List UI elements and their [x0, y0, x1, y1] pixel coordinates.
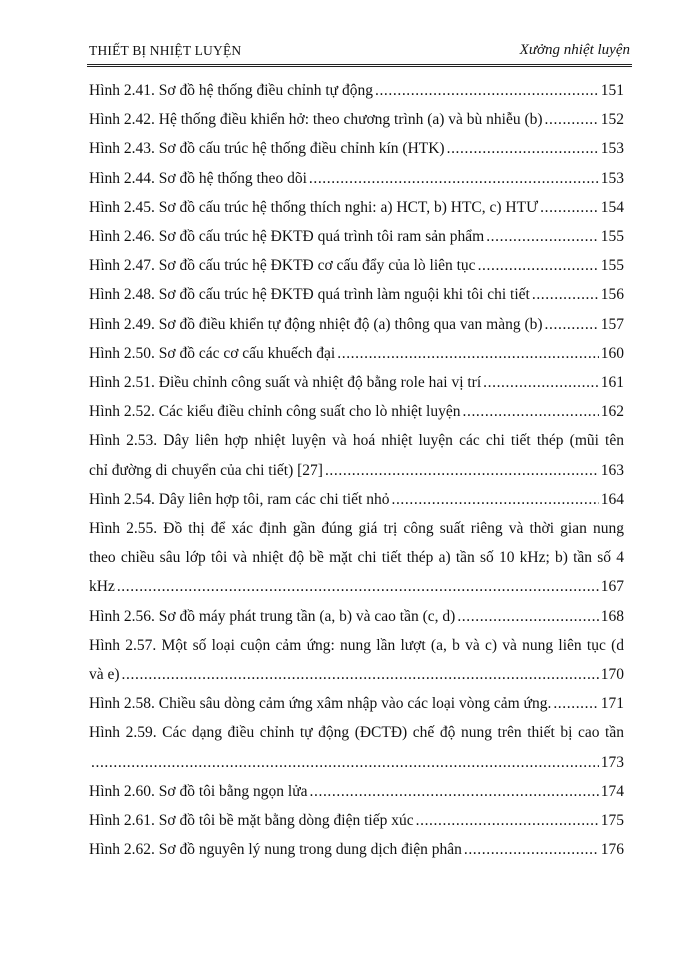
- toc-entry-text: Hình 2.43. Sơ đồ cấu trúc hệ thống điều chỉnh kín (HTK): [89, 140, 445, 158]
- dot-leader: [325, 456, 599, 485]
- toc-entry[interactable]: [89, 718, 624, 776]
- toc-entry[interactable]: [89, 164, 624, 193]
- toc-entry[interactable]: [89, 368, 624, 397]
- toc-entry[interactable]: [89, 485, 624, 514]
- dot-leader: [457, 602, 598, 631]
- toc-entry-line: [89, 397, 624, 426]
- toc-entry-text: Hình 2.46. Sơ đồ cấu trúc hệ ĐKTĐ quá trình tôi ram sản phẩm: [89, 228, 485, 246]
- page-number: 164: [600, 490, 624, 508]
- page-number: 176: [600, 841, 624, 859]
- dot-leader: [532, 280, 599, 309]
- dot-leader: [478, 251, 599, 280]
- toc-entry-text: Hình 2.42. Hệ thống điều khiển hở: theo chương trình (a) và bù nhiễu (b): [89, 111, 543, 129]
- page-number: 153: [600, 169, 624, 187]
- toc-entry-text: Hình 2.45. Sơ đồ cấu trúc hệ thống thích nghi: a) HCT, b) HTC, c) HTƯ: [89, 198, 539, 216]
- header-book-title: THIẾT BỊ NHIỆT LUYỆN: [89, 43, 242, 58]
- toc-entry[interactable]: [89, 777, 624, 806]
- toc-entry[interactable]: [89, 105, 624, 134]
- toc-entry-line: [89, 689, 624, 718]
- page-number: 174: [600, 782, 624, 800]
- toc-entry-line: [89, 280, 624, 309]
- dot-leader: [447, 134, 599, 163]
- page-number: 160: [600, 344, 624, 362]
- toc-entry[interactable]: [89, 134, 624, 163]
- toc-entry-line: [89, 339, 624, 368]
- toc-entry-text: Hình 2.41. Sơ đồ hệ thống điều chỉnh tự động: [89, 82, 373, 99]
- dot-leader: [337, 339, 599, 368]
- toc-entry-text: và e): [89, 666, 120, 684]
- toc-entry-text: Hình 2.61. Sơ đồ tôi bề mặt bằng dòng điện tiếp xúc: [89, 812, 414, 830]
- toc-entry[interactable]: [89, 514, 624, 602]
- toc-entry[interactable]: [89, 835, 624, 864]
- page-number: 151: [600, 82, 624, 99]
- toc-entry[interactable]: [89, 397, 624, 426]
- toc-entry-text: Hình 2.48. Sơ đồ cấu trúc hệ ĐKTĐ quá trình làm nguội khi tôi chi tiết: [89, 286, 530, 304]
- toc-entry-text: Hình 2.52. Các kiểu điều chỉnh công suất cho lò nhiệt luyện: [89, 403, 461, 421]
- toc-entry-line: [89, 164, 624, 193]
- dot-leader: [486, 222, 599, 251]
- toc-entry-text: Hình 2.47. Sơ đồ cấu trúc hệ ĐKTĐ cơ cấu đẩy của lò liên tục: [89, 257, 476, 275]
- toc-entry-line: [89, 835, 624, 864]
- toc-entry-line: [89, 456, 624, 485]
- toc-entry[interactable]: [89, 280, 624, 309]
- toc-entry[interactable]: [89, 806, 624, 835]
- page-number: 168: [600, 607, 624, 625]
- toc-entry-text: Hình 2.56. Sơ đồ máy phát trung tần (a, b) và cao tần (c, d): [89, 607, 456, 625]
- toc-entry-text: Hình 2.62. Sơ đồ nguyên lý nung trong dung dịch điện phân: [89, 841, 462, 859]
- toc-entry[interactable]: [89, 339, 624, 368]
- dot-leader: [309, 164, 599, 193]
- dot-leader: [122, 660, 599, 689]
- toc-entry-text: Hình 2.60. Sơ đồ tôi bằng ngọn lửa: [89, 782, 308, 800]
- running-header: [87, 40, 632, 67]
- toc-entry-line: [89, 602, 624, 631]
- toc-entry-line: [89, 806, 624, 835]
- page-number: 163: [600, 461, 624, 479]
- toc-entry[interactable]: [89, 310, 624, 339]
- toc-entry-line: [89, 310, 624, 339]
- dot-leader: [463, 397, 599, 426]
- page-number: 154: [600, 198, 624, 216]
- toc-entry-line: [89, 193, 624, 222]
- toc-entry-line: [89, 105, 624, 134]
- toc-entry[interactable]: [89, 222, 624, 251]
- toc-entry-text: Hình 2.58. Chiều sâu dòng cảm ứng xâm nhập vào các loại vòng cảm ứng.: [89, 695, 552, 713]
- dot-leader: [391, 485, 598, 514]
- page-number: 152: [600, 111, 624, 129]
- list-of-figures: [89, 76, 624, 864]
- page-number: 155: [600, 257, 624, 275]
- toc-entry-line: [89, 660, 624, 689]
- page-number: 167: [600, 578, 624, 596]
- toc-entry-line: [89, 76, 624, 105]
- toc-entry-text: kHz: [89, 578, 115, 596]
- toc-entry-text: Hình 2.44. Sơ đồ hệ thống theo dõi: [89, 169, 307, 187]
- toc-entry[interactable]: [89, 76, 624, 105]
- toc-entry[interactable]: [89, 251, 624, 280]
- toc-entry-text: Hình 2.54. Dây liên hợp tôi, ram các chi tiết nhỏ: [89, 490, 390, 508]
- toc-entry[interactable]: [89, 631, 624, 689]
- dot-leader: [375, 76, 599, 105]
- dot-leader: [310, 777, 599, 806]
- dot-leader: [117, 572, 599, 601]
- page-number: 170: [600, 666, 624, 684]
- page-number: 162: [600, 403, 624, 421]
- toc-entry-text: Hình 2.53. Dây liên hợp nhiệt luyện và hoá nhiệt luyện các chi tiết thép (mũi tên: [89, 432, 624, 450]
- toc-entry[interactable]: [89, 193, 624, 222]
- toc-entry-line: [89, 485, 624, 514]
- toc-entry-text: theo chiều sâu lớp tôi và nhiệt độ bề mặt chi tiết thép a) tần số 10 kHz; b) tần số 4: [89, 549, 624, 567]
- page-number: 173: [600, 753, 624, 771]
- toc-entry-text: Hình 2.55. Đồ thị để xác định gần đúng giá trị công suất riêng và thời gian nung: [89, 520, 624, 538]
- page-number: 155: [600, 228, 624, 246]
- toc-entry-text: chỉ đường di chuyển của chi tiết) [27]: [89, 461, 323, 479]
- toc-entry-text: Hình 2.59. Các dạng điều chỉnh tự động (ĐCTĐ) chế độ nung trên thiết bị cao tần: [89, 724, 624, 742]
- toc-entry[interactable]: [89, 602, 624, 631]
- page-number: 156: [600, 286, 624, 304]
- dot-leader: [545, 105, 599, 134]
- dot-leader: [540, 193, 599, 222]
- toc-entry-line: [89, 134, 624, 163]
- page-number: 161: [600, 374, 624, 392]
- dot-leader: [416, 806, 599, 835]
- page-number: 157: [600, 315, 624, 333]
- toc-entry-line: [89, 251, 624, 280]
- toc-entry-line: [89, 222, 624, 251]
- dot-leader: [553, 689, 598, 718]
- toc-entry-text: Hình 2.50. Sơ đồ các cơ cấu khuếch đại: [89, 344, 336, 362]
- dot-leader: [464, 835, 599, 864]
- toc-entry-line: [89, 748, 624, 777]
- toc-entry-line: [89, 368, 624, 397]
- toc-entry-line: [89, 777, 624, 806]
- toc-entry-text: Hình 2.49. Sơ đồ điều khiển tự động nhiệt độ (a) thông qua van màng (b): [89, 315, 543, 333]
- page-number: 171: [600, 695, 624, 713]
- toc-entry[interactable]: [89, 426, 624, 484]
- toc-entry-text: Hình 2.51. Điều chỉnh công suất và nhiệt độ bằng role hai vị trí: [89, 374, 482, 392]
- toc-entry-line: [89, 572, 624, 601]
- page-number: 175: [600, 812, 624, 830]
- dot-leader: [483, 368, 599, 397]
- dot-leader: [545, 310, 599, 339]
- dot-leader: [91, 748, 599, 777]
- header-section-title: Xưởng nhiệt luyện: [519, 42, 630, 58]
- page-number: 153: [600, 140, 624, 158]
- toc-entry[interactable]: [89, 689, 624, 718]
- toc-entry-text: Hình 2.57. Một số loại cuộn cảm ứng: nung lần lượt (a, b và c) và nung liên tục (d: [89, 636, 624, 654]
